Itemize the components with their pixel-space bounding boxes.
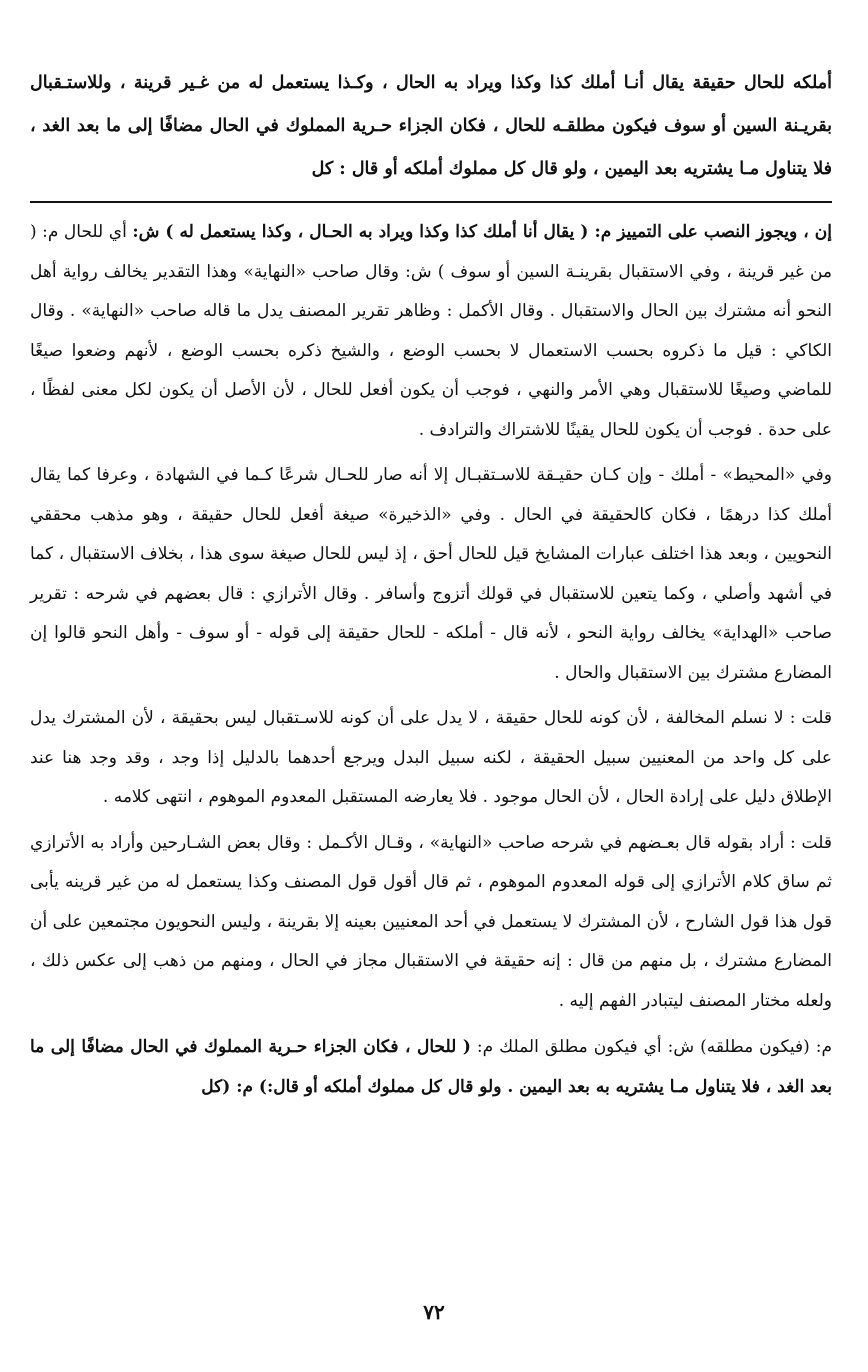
separator-rule [30, 201, 832, 203]
commentary-text-1: أي للحال م: ( من غير قرينة ، وفي الاستقبال بقرينـة السين أو سوف ) ش: وقال صاحب «النهاية» وهذا التقدير يخالف رواية أهل النحو أنه مشترك بين الحال والاستقبال . وقال الأكمل : وظاهر تقرير المصنف يدل ما قاله صاحب «النهاية» . وقال الكاكي : قيل ما ذكروه بحسب الاستعمال لا بحسب الوضع ، والشيخ ذكره بحسب الوضع ، لأنهم وضعوا صيغًا للماضي وصيغًا للاستقبال وهي الأمر والنهي ، فوجب أن يكون أفعل للحال ، لأن الأصل أن يكون لكل معنى لفظًا ، على حدة . فوجب أن يكون للحال يقينًا للاشتراك والترادف . [30, 222, 832, 440]
page-number: ٧٢ [423, 1300, 445, 1324]
commentary-text-4: قلت : أراد بقوله قال بعـضهم في شرحه صاحب «النهاية» ، وقـال الأكـمل : وقال بعض الشـارحين وأراد به الأترازي ثم ساق كلام الأترازي إلى قوله المعدوم الموهوم ، ثم قال أقول قول المصنف وكذا يستعمل له من غير قرينه يأبى قول هذا قول الشارح ، لأن المشترك لا يستعمل في أحد المعنيين بعينه إلا بقرينة ، وليس النحويون مجتمعين على أن المضارع مشترك ، بل منهم من قال : إنه حقيقة في الاستقبال مجاز في الحال ، ومنهم من ذهب إلى عكس ذلك ، ولعله مختار المصنف ليتبادر الفهم إليه . [30, 832, 832, 1011]
commentary-lead-5: م: (فيكون مطلقه) ش: أي فيكون مطلق الملك م: [470, 1037, 832, 1057]
commentary-lead-1: إن ، ويجوز النصب على التمييز م: ( يقال أنا أملك كذا وكذا ويراد به الحـال ، وكذا يستعمل له ) ش: [132, 222, 832, 242]
commentary-text-3: قلت : لا نسلم المخالفة ، لأن كونه للحال حقيقة ، لا يدل على أن كونه للاسـتقبال ليس بحقيقة ، لأن المشترك يدل على كل واحد من المعنيين سبيل الحقيقة ، لكنه سبيل البدل ويرجع أحدهما بالدليل إذا وجد ، وقد وجد هنا عند الإطلاق دليل على إرادة الحال ، لأن الحال موجود . فلا يعارضه المستقبل المعدوم الموهوم ، انتهى كلامه . [30, 708, 832, 807]
page-body [30, 62, 832, 1107]
main-text: أملكه للحال حقيقة يقال أنـا أملك كذا وكذا ويراد به الحال ، وكـذا يستعمل له من غـير قرينة ، وللاستـقبال بقريـنة السين أو سوف فيكون مطلقـه للحال ، فكان الجزاء حـرية المملوك في الحال مضافًا إلى ما بعد الغد ، فلا يتناول مـا يشتريه بعد اليمين ، ولو قال كل مملوك أملكه أو قال : كل [30, 73, 832, 179]
commentary-text-5: ( للحال ، فكان الجزاء حـرية المملوك في الحال مضافًا إلى ما بعد الغد ، فلا يتناول مـا يشتريه به بعد اليمين . ولو قال كل مملوك أملكه أو قال:) م: (كل [30, 1037, 832, 1097]
commentary-paragraph-4 [30, 824, 832, 1022]
commentary-paragraph-2 [30, 456, 832, 693]
commentary-text-2: وفي «المحيط» - أملك - وإن كـان حقيـقة للاسـتقبـال إلا أنه صار للحـال شرعًا كـما في الشهادة ، وعرفا كما يقال أملك كذا درهمًا ، فكان كالحقيقة في الحال . وفي «الذخيرة» صيغة أفعل للحال حقيقة ، وهو مذهب محققي النحويين ، وبعد هذا اختلف عبارات المشايخ قيل للحال أحق ، إذ ليس للحال صيغة سوى هذا ، بخلاف الاستقبال ، كما في أشهد وأصلي ، وكما يتعين للاستقبال في قولك أتزوج وأسافر . وقال الأترازي : قال بعضهم في شرحه : تقرير صاحب «الهداية» يخالف رواية النحو ، لأنه قال - أملكه - للحال حقيقة إلى قوله - أو سوف - وأهل النحو قالوا إن المضارع مشترك بين الاستقبال والحال . [30, 465, 832, 683]
commentary-paragraph-5 [30, 1027, 832, 1107]
commentary-paragraph-1 [30, 213, 832, 450]
commentary-paragraph-3 [30, 699, 832, 818]
